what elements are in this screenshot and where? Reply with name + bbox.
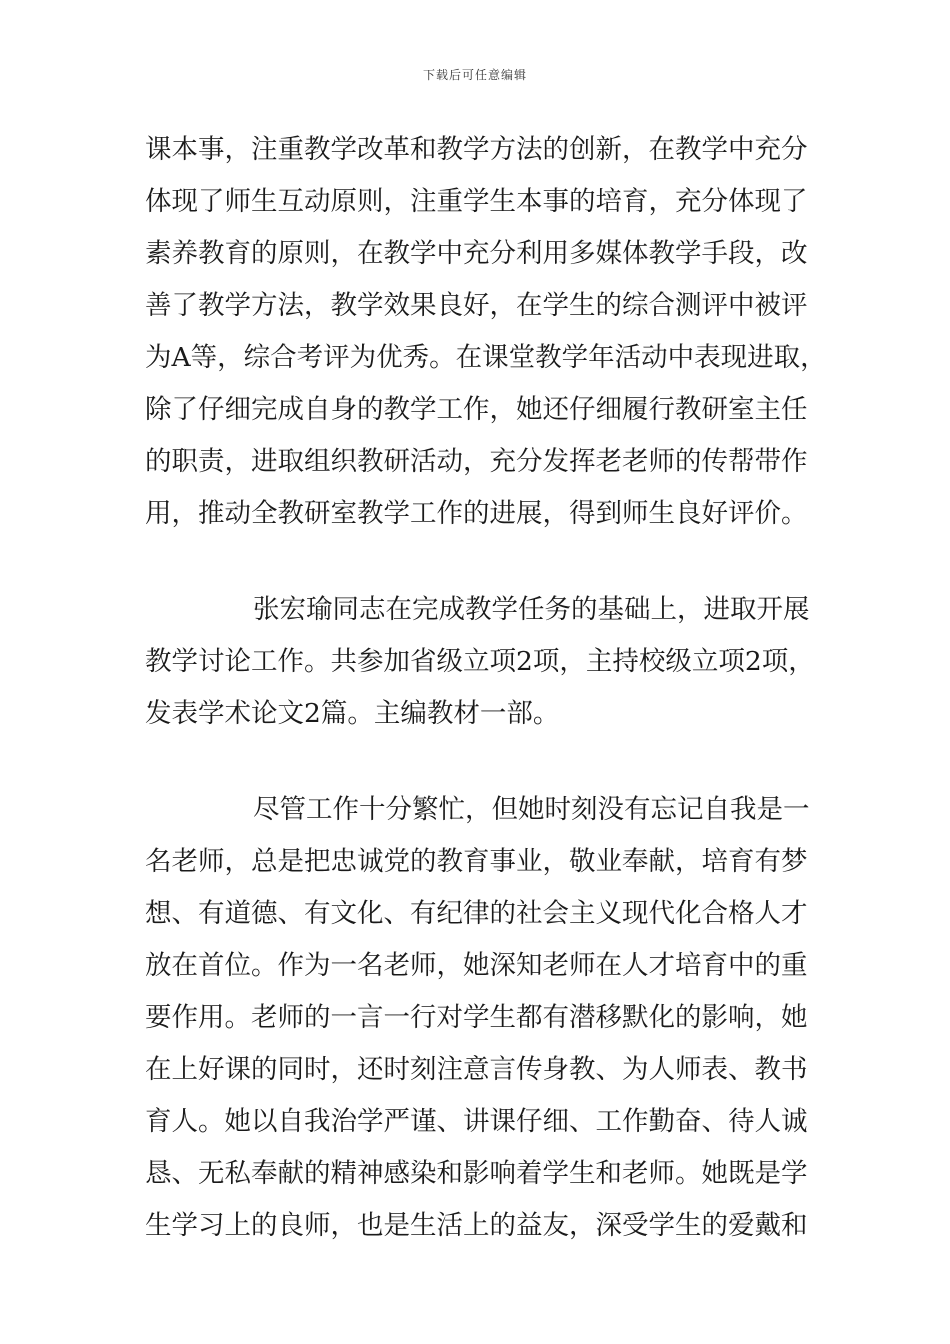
paragraph-1 <box>145 124 827 540</box>
text-line-indented: 尽管工作十分繁忙，但她时刻没有忘记自我是一 <box>253 794 810 825</box>
text-line: 课本事，注重教学改革和教学方法的创新，在教学中充分 <box>145 134 808 165</box>
text-line: 除了仔细完成自身的教学工作，她还仔细履行教研室主任 <box>145 394 808 425</box>
paragraph-gap <box>145 740 810 784</box>
text-line: 的职责，进取组织教研活动，充分发挥老老师的传帮带作 <box>145 446 808 477</box>
text-line: 发表学术论文2篇。主编教材一部。 <box>145 698 560 729</box>
document-body <box>145 124 827 1252</box>
text-line: 体现了师生互动原则，注重学生本事的培育，充分体现了 <box>145 186 808 217</box>
text-line: 素养教育的原则，在教学中充分利用多媒体教学手段，改 <box>145 238 808 269</box>
page-header: 下载后可任意编辑 <box>422 68 527 82</box>
paragraph-3 <box>145 784 810 1252</box>
paragraph-gap <box>145 540 810 584</box>
text-line: 想、有道德、有文化、有纪律的社会主义现代化合格人才 <box>145 898 808 929</box>
text-line: 要作用。老师的一言一行对学生都有潜移默化的影响，她 <box>145 1002 808 1033</box>
text-line: 教学讨论工作。共参加省级立项2项，主持校级立项2项， <box>145 646 815 677</box>
text-line-indented: 张宏瑜同志在完成教学任务的基础上，进取开展 <box>253 594 810 625</box>
text-line: 在上好课的同时，还时刻注意言传身教、为人师表、教书 <box>145 1054 808 1085</box>
text-line: 生学习上的良师，也是生活上的益友，深受学生的爱戴和 <box>145 1210 808 1241</box>
text-line: 为A等，综合考评为优秀。在课堂教学年活动中表现进取， <box>145 342 827 373</box>
text-line: 恳、无私奉献的精神感染和影响着学生和老师。她既是学 <box>145 1158 808 1189</box>
paragraph-2 <box>145 584 815 740</box>
text-line: 用，推动全教研室教学工作的进展，得到师生良好评价。 <box>145 498 808 529</box>
text-line: 育人。她以自我治学严谨、讲课仔细、工作勤奋、待人诚 <box>145 1106 808 1137</box>
text-line: 善了教学方法，教学效果良好，在学生的综合测评中被评 <box>145 290 808 321</box>
text-line: 名老师，总是把忠诚党的教育事业，敬业奉献，培育有梦 <box>145 846 808 877</box>
text-line: 放在首位。作为一名老师，她深知老师在人才培育中的重 <box>145 950 808 981</box>
